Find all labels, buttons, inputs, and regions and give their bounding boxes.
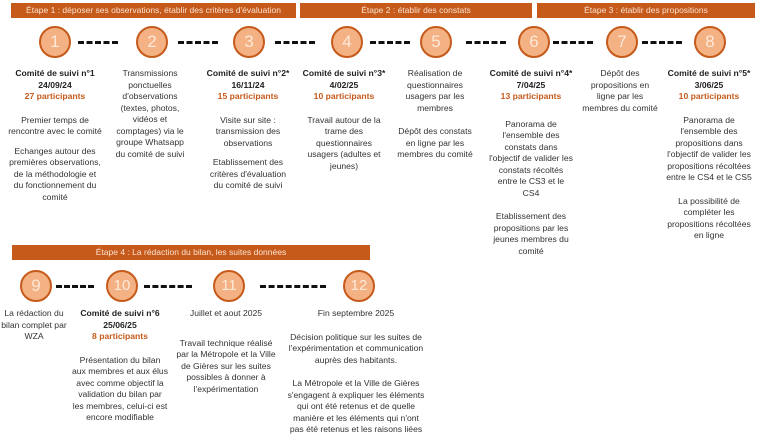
step-description: La possibilité de compléter les propositions récoltées en ligne [667,195,751,240]
step-7-circle: 7 [606,26,638,58]
step-2-circle: 2 [136,26,168,58]
step-description: Dépôt des constats en ligne par les membres du comité [397,126,473,159]
step-description: Décision politique sur les suites de l'expérimentation et communication auprès des habitants. [288,331,424,365]
step-title: Comité de suivi n°1 [15,68,95,78]
step-description: Présentation du bilan aux membres et aux élus avec comme objectif la validation du bilan par les membres, celui-ci est encore modifiable [72,354,169,422]
step-1-circle: 1 [39,26,71,58]
step-date: 3/06/25 [694,79,724,90]
step-9-circle: 9 [20,270,52,302]
step-11-circle: 11 [213,270,245,302]
step-4-circle: 4 [331,26,363,58]
connector-dash [260,285,326,288]
step-date: 24/09/24 [38,79,72,90]
stage-3-banner: Étape 3 : établir des propositions [537,3,755,18]
step-description: Visite sur site : transmission des observations [215,114,281,148]
step-description: La rédaction du bilan complet par WZA [1,308,67,341]
connector-dash [370,41,410,44]
step-participants: 13 participants [500,91,562,101]
step-description: La Métropole et la Ville de Gières s'engagent à expliquer les éléments qui ont été retenus et de quelle manière et les éléments qui n'ont pas été retenus et les raisons liées [287,378,425,434]
step-date: 7/04/25 [516,79,546,90]
step-description: Travail autour de la trame des questionnaires usagers (adultes et jeunes) [307,114,381,171]
step-5-text [396,68,474,169]
step-description: Premier temps de rencontre avec le comité [8,114,102,136]
step-date-label: Fin septembre 2025 [317,308,395,318]
step-date: 16/11/24 [231,79,265,90]
step-12-text [286,308,426,444]
connector-dash [275,41,315,44]
step-1-text [8,68,102,211]
step-date: 4/02/25 [329,79,359,90]
step-title: Comité de suivi n°2* [206,68,290,78]
step-6-circle: 6 [518,26,550,58]
step-description: Dépôt des propositions en ligne par les membres du comité [582,68,658,113]
stage-4-banner: Étape 4 : La rédaction du bilan, les suites données [12,245,370,260]
step-date: 25/06/25 [103,319,137,330]
step-title: Comité de suivi n°5* [667,68,751,78]
step-participants: 15 participants [217,91,279,101]
step-2-text [114,68,186,168]
step-description: Transmissions ponctuelles d'observations (textes, photos, vidéos et comptages) via le groupe Whatsapp du comité de suivi [115,68,185,159]
connector-dash [78,41,118,44]
step-description: Etablissement des critères d'évaluation du comité de suivi [209,157,287,190]
step-3-circle: 3 [233,26,265,58]
step-date-label: Juillet et aout 2025 [189,308,263,318]
step-participants: 10 participants [313,91,375,101]
step-8-text [664,68,754,250]
step-4-text [302,68,386,180]
step-participants: 8 participants [92,331,148,341]
step-participants: 27 participants [24,91,86,101]
connector-dash [553,41,593,44]
step-description: Echanges autour des premières observations, de la méthodologie et du fonctionnement du comité [9,145,101,202]
step-description: Réalisation de questionnaires usagers par les membres [405,68,465,113]
step-description: Etablissement des propositions par les jeunes membres du comité [493,211,569,256]
step-6-text [489,68,573,265]
connector-dash [466,41,506,44]
step-participants: 10 participants [678,91,740,101]
step-12-circle: 12 [343,270,375,302]
step-description: Panorama de l'ensemble des propositions dans l'objectif de valider les propositions récoltées entre le CS4 et le CS5 [666,114,752,182]
step-title: Comité de suivi n°4* [489,68,573,78]
stage-2-banner: Étape 2 : établir des constats [300,3,532,18]
connector-dash [144,285,192,288]
step-title: Comité de suivi n°3* [302,68,386,78]
step-title: Comité de suivi n°6 [80,308,160,318]
step-9-text [0,308,68,351]
step-description: Travail technique réalisé par la Métropole et la Ville de Gières sur les suites possibles à donner à l'expérimentation [176,337,276,394]
step-10-circle: 10 [106,270,138,302]
stage-1-banner: Étape 1 : déposer ses observations, établir des critères d'évaluation [11,3,296,18]
step-7-text [582,68,658,122]
step-5-circle: 5 [420,26,452,58]
step-description: Panorama de l'ensemble des constats dans l'objectif de valider les constats récoltés entre le CS3 et le CS4 [489,118,573,198]
connector-dash [56,285,94,288]
step-8-circle: 8 [694,26,726,58]
step-11-text [176,308,276,403]
step-3-text [206,68,290,200]
connector-dash [642,41,682,44]
step-10-text [72,308,168,432]
connector-dash [178,41,218,44]
